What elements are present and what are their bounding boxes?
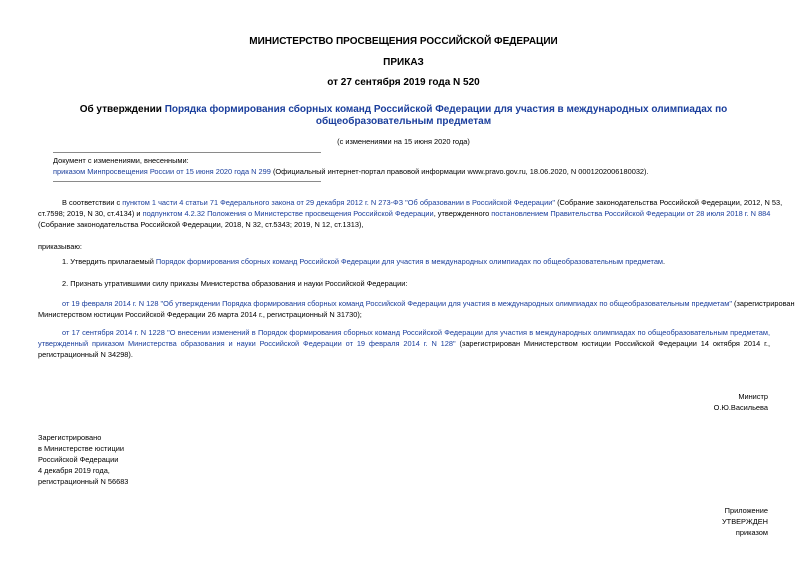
sub-a-tail: (зарегистрирован (731, 299, 795, 308)
item-1-end: . (663, 257, 666, 266)
preamble-regulation-link[interactable]: подпунктом 4.2.32 Положения о Министерстве просвещения Российской Федерации (142, 209, 434, 218)
document-title (50, 104, 757, 128)
changes-box-bottom-rule (53, 181, 321, 182)
order-word: приказываю: (38, 242, 82, 251)
date-number: от 27 сентября 2019 года N 520 (327, 77, 480, 88)
sub-a-line-2: Министерством юстиции Российской Федерации 26 марта 2014 г., регистрационный N 31730); (38, 310, 362, 319)
title-prefix: Об утверждении (79, 104, 165, 115)
item-2: 2. Признать утратившими силу приказы Министерства образования и науки Российской Федерации: (62, 279, 408, 288)
changes-link[interactable]: приказом Минпросвещения России от 15 июня 2020 года N 299 (53, 167, 271, 176)
preamble-decree-link[interactable]: постановлением Правительства Российской Федерации от 28 июля 2018 г. N 884 (491, 209, 771, 218)
appendix-line-3: приказом (735, 528, 768, 537)
sub-b-link[interactable]: от 17 сентября 2014 г. N 1228 "О внесении изменений в Порядок формирования сборных команд Российской Федерации для участия в международных олимпиадах по общеобразовательным предметам, утвержденный приказом Министерства образования и науки Российской Федерации от 19 февраля 2014 г. N 128" (38, 328, 770, 348)
preamble-line-3: (Собрание законодательства Российской Федерации, 2018, N 32, ст.5343; 2019, N 12, ст.1313), (38, 220, 364, 229)
item-1-text: 1. Утвердить прилагаемый (62, 257, 156, 266)
ministry-heading: МИНИСТЕРСТВО ПРОСВЕЩЕНИЯ РОССИЙСКОЙ ФЕДЕРАЦИИ (249, 36, 558, 47)
preamble-line-2 (38, 208, 770, 219)
amendments-note: (с изменениями на 15 июня 2020 года) (337, 137, 470, 146)
changes-intro: Документ с изменениями, внесенными: (53, 156, 189, 165)
sub-b-paragraph (38, 327, 770, 360)
doc-type-heading: ПРИКАЗ (383, 57, 424, 68)
changes-tail: (Официальный интернет-портал правовой информации www.pravo.gov.ru, 18.06.2020, N 0001202006180032). (270, 167, 649, 176)
item-1-link[interactable]: Порядок формирования сборных команд Российской Федерации для участия в международных олимпиадах по общеобразовательным предметам (155, 257, 664, 266)
preamble-text: (Собрание законодательства Российской Федерации, 2012, N 53, (555, 198, 783, 207)
preamble-text: , утвержденного (433, 209, 492, 218)
item-1 (62, 256, 665, 267)
appendix-line-2: УТВЕРЖДЕН (721, 517, 768, 526)
changes-box-top-rule (53, 152, 321, 153)
signature-position: Министр (738, 392, 768, 401)
registration-line-3: Российской Федерации (38, 455, 119, 464)
preamble-line-1 (62, 197, 782, 208)
signature-name: О.Ю.Васильева (713, 403, 768, 412)
title-link[interactable]: Порядка формирования сборных команд Российской Федерации для участия в международных олимпиадах по общеобразовательным предметам (164, 104, 728, 127)
registration-line-5: регистрационный N 56683 (38, 477, 129, 486)
changes-line (53, 166, 649, 177)
registration-line-2: в Министерстве юстиции (38, 444, 125, 453)
preamble-text: В соответствии с (62, 198, 123, 207)
registration-line-1: Зарегистрировано (38, 433, 102, 442)
registration-line-4: 4 декабря 2019 года, (38, 466, 110, 475)
appendix-line-1: Приложение (724, 506, 768, 515)
sub-b-tail: (зарегистрирован Министерством юстиции Российской Федерации 14 октября 2014 г., регистрационный N 34298). (38, 339, 770, 359)
sub-a-line-1 (62, 298, 795, 309)
preamble-law-link[interactable]: пунктом 1 части 4 статьи 71 Федерального закона от 29 декабря 2012 г. N 273-ФЗ "Об образовании в Российской Федерации" (122, 198, 556, 207)
preamble-text: ст.7598; 2019, N 30, ст.4134) и (38, 209, 143, 218)
sub-a-link[interactable]: от 19 февраля 2014 г. N 128 "Об утверждении Порядка формирования сборных команд Российской Федерации для участия в международных олимпиадах по общеобразовательным предметам" (62, 299, 732, 308)
